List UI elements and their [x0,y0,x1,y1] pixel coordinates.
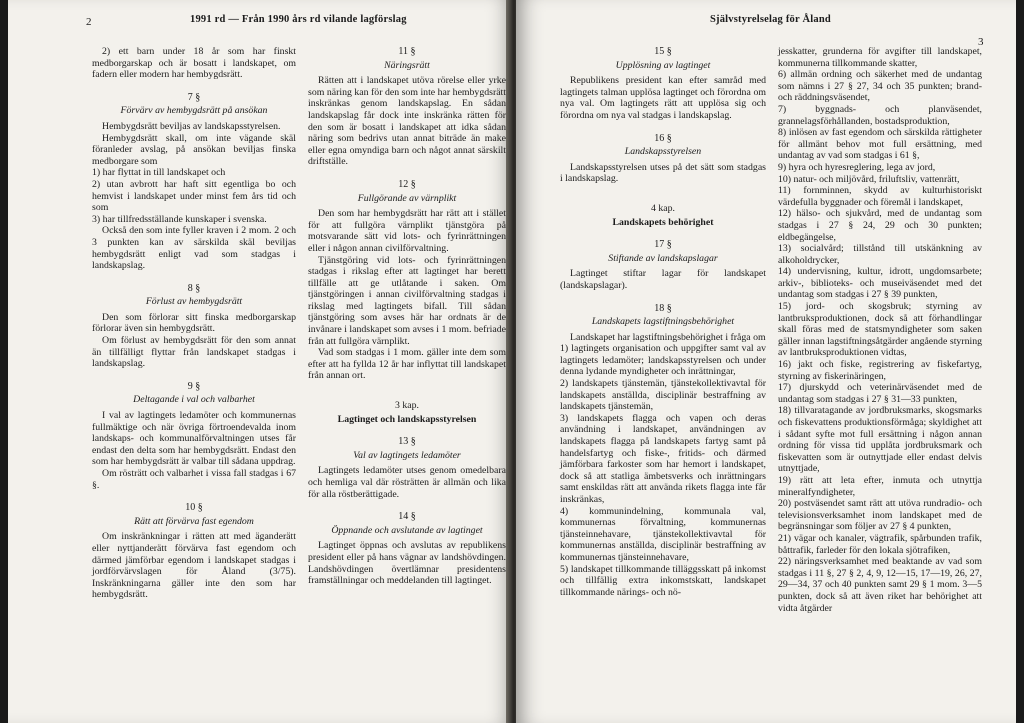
paragraph: Lagtinget öppnas och avslutas av republikens president eller på hans vägnar av landshövdingen. Landshövdingen övertlämnar presidentens framställningar och meddelanden till lagtinget. [308,540,506,587]
list-item: 14) undervisning, kultur, idrott, ungdomsarbete; arkiv-, biblioteks- och museiväsendet med det undantag som stadgas i 27 § 39 punkten, [778,266,982,301]
list-item: 1) har flyttat in till landskapet och [92,167,226,179]
section-title: Landskapets lagstiftningsbehörighet [591,316,735,328]
right-column-2 [778,46,982,614]
section-title: Stiftande av landskapslagar [608,252,718,264]
right-page-number: 3 [978,36,984,48]
paragraph: Hembygdsrätt beviljas av landskapsstyrelsen. [102,120,281,132]
paragraph: I val av lagtingets ledamöter och kommunernas fullmäktige och när övriga förtroendevalda inom landskaps- och kommunalförvaltningen utses får endast den delta som har hembygdsrätt. Endast den som har hembygdsrätt är valbar till sådana uppdrag. [92,410,296,468]
section-title: Val av lagtingets ledamöter [353,449,461,461]
section-title: Förvärv av hembygdsrätt på ansökan [120,105,268,117]
section-number: 17 § [654,239,672,251]
list-item: 3) landskapets flagga och vapen och deras användning i landskapet, användningen av landskapets flagga på landskapets fartyg samt på handelsfartyg och fiske-, fritids- och därmed jämförbara farkoster som har hemort i landskapet, dock så att statliga ämbetsverks och inrättningars samt enskildas rätt att använda rikets flagga inte får inskränkas, [560,412,766,505]
paragraph: Vad som stadgas i 1 mom. gäller inte dem som efter att ha fyllda 12 år har inflyttat till landskapet från annan ort. [308,347,506,382]
paragraph: Landskapsstyrelsen utses på det sätt som stadgas i landskapslag. [560,161,766,185]
list-item: 3) har tillfredsställande kunskaper i svenska. [92,213,267,225]
paragraph: Om rösträtt och valbarhet i vissa fall stadgas i 67 §. [92,468,296,491]
section-number: 16 § [654,132,672,144]
left-page [8,0,514,723]
list-item: 16) jakt och fiske, registrering av fiskefartyg, styrning av fiskerinäringen, [778,359,982,382]
list-item: 11) fornminnen, skydd av kulturhistoriskt värdefulla byggnader och föremål i landskapet, [778,185,982,208]
section-number: 13 § [398,436,416,448]
list-item: 21) vägar och kanaler, vägtrafik, spårbunden trafik, båttrafik, farleder för den lokala sjötrafiken, [778,532,982,556]
chapter-title: Lagtinget och landskapsstyrelsen [337,413,477,425]
list-item: 7) byggnads- och planväsendet, grannelagsförhållanden, bostadsproduktion, [778,103,982,127]
paragraph: jesskatter, grunderna för avgifter till landskapet, kommunerna tillkommande skatter, [778,46,982,69]
list-item: 5) landskapet tillkommande tilläggsskatt på inkomst och tillfällig extra inkomstskatt, landskapet tillkommande närings- och nö- [560,563,766,598]
paragraph: Republikens president kan efter samråd med lagtingets talman upplösa lagtinget och förordna om nya val. Om lagtingets rätt att upplösa sig och förordna om nya val stadgas i landskapslag. [560,75,766,121]
section-number: 9 § [187,380,201,392]
section-number: 11 § [398,46,416,57]
left-column-1 [92,46,296,601]
paragraph: Den som förlorar sitt finska medborgarskap förlorar även sin hembygdsrätt. [92,311,296,335]
paragraph: Lagtinget stiftar lagar för landskapet (landskapslagar). [560,268,766,291]
list-item: 13) socialvård; tillstånd till utskänkning av alkoholdrycker, [778,243,982,266]
section-number: 10 § [185,502,203,514]
list-item: 6) allmän ordning och säkerhet med de undantag som nämns i 27 § 27, 34 och 35 punkten; brand- och räddningsväsendet, [778,69,982,104]
list-item: 18) tillvaratagande av jordbruksmarks, skogsmarks och fiskevattens produktionsförmåga; skyldighet att i sådant syfte mot full ersättning i någon annan ordning för vissa tid upplåta jordbruksmark och fiskevatten som är outnyttjade eller endast delvis utnyttjade, [778,405,982,475]
section-title: Näringsrätt [384,59,430,71]
section-number: 14 § [398,511,416,523]
section-number: 12 § [398,178,416,190]
paragraph: Landskapet har lagstiftningsbehörighet i fråga om [570,331,766,343]
right-running-header: Självstyrelselag för Åland [710,14,831,25]
section-number: 7 § [187,91,201,103]
list-item: 1) lagtingets organisation och uppgifter samt val av lagtingets ledamöter; landskapsstyrelsen och under denna lydande myndigheter och inrättningar, [560,343,766,378]
list-item: 19) rätt att leta efter, inmuta och utnyttja mineralfyndigheter, [778,474,982,498]
section-title: Fullgörande av värnplikt [357,192,457,204]
list-item: 22) näringsverksamhet med beaktande av vad som stadgas i 11 §, 27 § 2, 4, 9, 12—15, 17—19, 26, 27, 29—34, 37 och 40 punkten samt 29 § 1 mom. 3—5 punkten, dock så att även riket har behörighet att vidta åtgärder [778,556,982,614]
right-column-1 [560,46,766,598]
list-item: 10) natur- och miljövård, friluftsliv, vattenrätt, [778,173,960,185]
chapter-number: 4 kap. [651,202,675,214]
section-title: Förlust av hembygdsrätt [145,296,243,308]
chapter-number: 3 kap. [395,400,419,412]
left-running-header: 1991 rd — Från 1990 års rd vilande lagförslag [190,14,407,25]
section-number: 8 § [187,282,201,294]
paragraph: Också den som inte fyller kraven i 2 mom. 2 och 3 punkten kan av särskilda skäl beviljas hembygdsrätt enligt vad som stadgas i landskapslag. [92,225,296,272]
section-title: Deltagande i val och valbarhet [133,394,255,406]
section-title: Upplösning av lagtinget [615,59,711,71]
list-item: 17) djurskydd och veterinärväsendet med de undantag som stadgas i 27 § 31—33 punkten, [778,382,982,405]
section-number: 15 § [654,46,672,57]
list-item: 20) postväsendet samt rätt att utöva rundradio- och televisionsverksamhet inom landskapet med de begränsningar som följer av 27 § 4 punkten, [778,498,982,533]
list-item: 8) inlösen av fast egendom och särskilda rättigheter för allmänt behov mot full ersättning, med undantag av vad som stadgas i 61 §, [778,127,982,162]
right-page [516,0,1016,723]
paragraph: Lagtingets ledamöter utses genom omedelbara och hemliga val där rösträtten är allmän och lika för alla röstberättigade. [308,465,506,500]
list-item: 2) landskapets tjänstemän, tjänstekollektivavtal för landskapets anställda, disciplinär bestraffning av landskapets tjänstemän, [560,378,766,413]
list-item: 9) hyra och hyresreglering, lega av jord, [778,161,936,173]
section-title: Rätt att förvärva fast egendom [134,515,254,527]
paragraph: Hembygdsrätt skall, om inte vägande skäl föranleder avslag, på ansökan beviljas finska medborgare som [92,132,296,167]
list-item: 2) utan avbrott har haft sitt egentliga bo och hemvist i landskapet under minst fem års tid och som [92,178,296,214]
section-number: 18 § [654,302,672,314]
left-column-2 [308,46,506,587]
chapter-title: Landskapets behörighet [612,216,714,228]
section-title: Öppnande och avslutande av lagtinget [331,524,483,536]
paragraph: 2) ett barn under 18 år som har finskt medborgarskap och är bosatt i landskapet, om fadern eller modern har hembygdsrätt. [92,46,296,81]
list-item: 12) hälso- och sjukvård, med de undantag som stadgas i 27 § 24, 29 och 30 punkten; eldbegängelse, [778,208,982,243]
list-item: 4) kommunindelning, kommunala val, kommunernas förvaltning, kommunernas tjänsteinnehavare, tjänstekollektivavtal för kommunernas anställda, disciplinär bestraffning av kommunernas tjänsteinnehavare, [560,505,766,563]
left-page-number: 2 [86,16,92,28]
paragraph: Om inskränkningar i rätten att med äganderätt eller nyttjanderätt förvärva fast egendom och därmed jämförbar egendom i landskapet stadgas i jordförvärvslagen för Åland (3/75). Inskränkningarna gäller inte den som har hembygdsrätt. [92,531,296,601]
paragraph: Tjänstgöring vid lots- och fyrinrättningen stadgas i rikslag efter att lagtinget har berett tillfälle att ge utlåtande i saken. Om tjänstgöringen i annan civilförvaltning stadgas i rikslag med lagtingets bifall. Till sådan tjänstgöring som avses här har ordnats är de invånare i landskapet som avses i 1 mom. befriade från att fullgöra värnplikt. [308,254,506,347]
paragraph: Om förlust av hembygdsrätt för den som annat än tillfälligt flyttar från landskapet stadgas i landskapslag. [92,335,296,370]
paragraph: Rätten att i landskapet utöva rörelse eller yrke som näring kan för den som inte har hembygdsrätt inskränkas genom landskapslag. En sådan landskapslag får dock inte inskränka rätten för den som är bosatt i landskapet att idka sådan näring som bedrivs utan annat biträde än make eller egna omyndiga barn och något annat särskilt driftställe. [308,75,506,168]
section-title: Landskapsstyrelsen [624,146,702,158]
paragraph: Den som har hembygdsrätt har rätt att i stället för att fullgöra värnplikt tjänstgöra på motsvarande sätt vid lots- och fyrinrättningen eller i någon annan civilförvaltning. [308,208,506,254]
list-item: 15) jord- och skogsbruk; styrning av lantbruksproduktionen, dock så att förhandlingar skall föras med de statsmyndigheter som saken gäller innan lagstiftningsåtgärder angående styrning av lantbruksproduktionen vidtas, [778,301,982,359]
